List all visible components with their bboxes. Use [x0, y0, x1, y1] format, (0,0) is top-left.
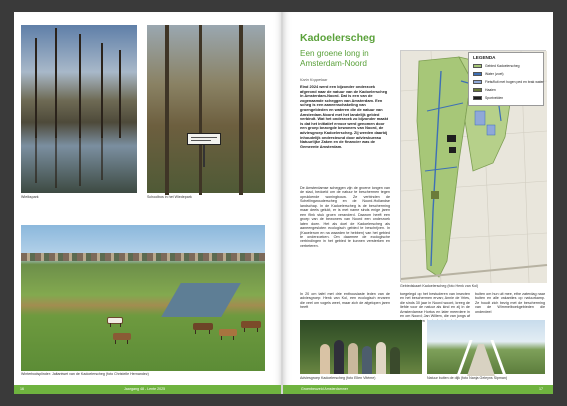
legend-item	[473, 63, 520, 69]
issue-label: Jaargang 48 - Lente 2025	[124, 387, 166, 391]
bridge-photo	[427, 320, 545, 374]
forest-signboard	[187, 133, 221, 145]
legend-swatch	[473, 96, 482, 100]
advisory-photo-caption: Adviesgroep Kadoelerscheg (foto Ellen Vitéme)	[300, 376, 376, 380]
legend-swatch	[473, 88, 482, 92]
cow	[219, 329, 237, 336]
river-photo-caption: Wieikspark	[21, 195, 39, 199]
legend-item	[473, 95, 503, 101]
person	[390, 347, 400, 374]
legend-label: Water (zoet)	[485, 72, 504, 76]
advisory-group-photo	[300, 320, 422, 374]
left-page-number: 16	[20, 387, 24, 391]
article-body-column-3: buiten om hun uit mee, ethe zaterdag naar buiten en alle vakanties op natuurkamp. Ze houdt zich bezig met de bescherming van de Wimmelboekgebieden die onderdeel	[475, 292, 545, 314]
tree-trunk	[35, 38, 37, 138]
tree-reflection	[35, 138, 37, 183]
tree-trunk	[239, 25, 243, 195]
meadow-cows-photo	[21, 225, 265, 371]
river-photo	[21, 25, 137, 193]
article-subtitle: Een groene long in Amsterdam-Noord	[300, 49, 369, 68]
sign-text-line	[191, 137, 217, 138]
tree-trunk	[101, 43, 103, 138]
legend-item	[473, 79, 544, 85]
person	[348, 343, 358, 374]
legend-label: Fiets/fluit met hogen ped en brak water	[485, 80, 544, 84]
right-page	[283, 12, 553, 394]
cow	[193, 323, 213, 330]
tree-trunk	[119, 50, 121, 138]
article-title: Kadoelerscheg	[300, 32, 376, 44]
tree-reflection	[55, 138, 57, 188]
legend-swatch	[473, 80, 482, 84]
article-body-column-1: De Amsterdamse scheggen zijn de groene longen van de stad, bedoeld om de natuur te beschermen tegen oprukkende woningbouw. Ze verbinden de Schellingwouderscheg en de Noord-Hollandse landschap. In de Kadoelerscheg is de bescherming maar deels gelukt, er is met name sinds enige jaren een flink stuk groen veranderd. Daarom heeft een groep van de bewoners van Noord een onderzoek laten doen. Het als doel de Kadoelerscheg als aaneengesloten ecologisch gebied te beschrijven. In (Kaoelerum en na waarden te hebben) van het gebied te onderzoeken. Om daarmee de ecologische verbindingen in het gebied te kunnen versterken en verbeteren.	[300, 186, 390, 248]
legend-label: Sportvelden	[485, 96, 504, 100]
cow	[107, 317, 123, 324]
sign-post	[203, 145, 205, 167]
article-intro: Eind 2024 werd een bijzonder onderzoek afgerond naar de natuur van de Kadoelerscheg in Amsterdam-Noord. Dat is een van de zogenaamde scheggen van Amsterdam. Een scheg is een aaneenschakeling van groengebieden en wateren die de natuur van Amsterdam-Noord met het landelijk gebied verbindt. Wat het onderzoek zo bijzonder maakt is dat het initiatief ervoor werd genomen door een groep bezorgde bewoners van Noord, de adviesgroep Kadoelerscheg. Zij werden daarbij inhoudelijk ondersteund door adviesbureau Natuurlijke Zaken en de financier was de Gemeente Amsterdam.	[300, 84, 389, 149]
tree-trunk	[165, 25, 169, 195]
person	[362, 346, 372, 374]
legend-swatch	[473, 64, 482, 68]
tree-trunk	[199, 25, 202, 195]
person	[376, 342, 386, 374]
tree-trunk	[79, 34, 81, 138]
cow	[241, 321, 261, 328]
legend-label: Haaien	[485, 88, 496, 92]
legend-item	[473, 71, 504, 77]
tree-reflection	[79, 138, 81, 186]
map-legend	[468, 52, 544, 106]
map-caption: Gebiedskaart Kadoelerscheg (foto Henk van Kol)	[400, 284, 479, 288]
meadow-photo-caption: Winterbodsplinder: Jaltantwet van de Kadoelerscheg (foto Christelle Hernandez)	[21, 372, 149, 376]
bridge-photo-caption: Natuur buiten de dijk (foto Nanja Geleyns Sipman)	[427, 376, 508, 380]
legend-label: Gebied Kadoelerscheg	[485, 64, 520, 68]
left-footer-bar	[14, 385, 282, 394]
left-page	[14, 12, 282, 394]
legend-title: LEGENDA	[473, 55, 496, 60]
article-byline: Karin Koppelaar	[300, 78, 328, 82]
tree-trunk	[55, 28, 57, 138]
sign-text-line	[191, 140, 211, 141]
article-body-column-2: toegelegd op het bestuderen van insecten en het beschermen ervan; Annie de Vries, die sinds 30 jaar in Noord woont, kreeg de liefde voor de natuur als kind en zij in de Amsterdamse Hortus en later meerdere in en om Noord; Jan Willem, die van jongs af	[400, 292, 470, 319]
right-footer-bar	[283, 385, 553, 394]
tree-reflection	[101, 138, 103, 180]
village-skyline	[21, 253, 265, 261]
sign-photo-caption: Schoolbos in het Wiedepark	[147, 195, 192, 199]
section-label: Groenbeuzeld Amsterdamner	[301, 387, 348, 391]
person	[320, 344, 330, 374]
right-page-number: 17	[539, 387, 543, 391]
forest-sign-photo	[147, 25, 265, 193]
bridge-deck	[467, 344, 495, 376]
cow	[113, 333, 131, 340]
legend-item	[473, 87, 496, 93]
person	[334, 340, 344, 374]
article-body-column-1b: In 20 om tafel met drie enthousiaste leden van de adviesgroep: Henk van Kol, een ecologisch ervaren die veel om vogels weet, maar zich de afgelopen jaren heeft	[300, 292, 390, 310]
legend-swatch	[473, 72, 482, 76]
ditch-water	[161, 283, 241, 317]
